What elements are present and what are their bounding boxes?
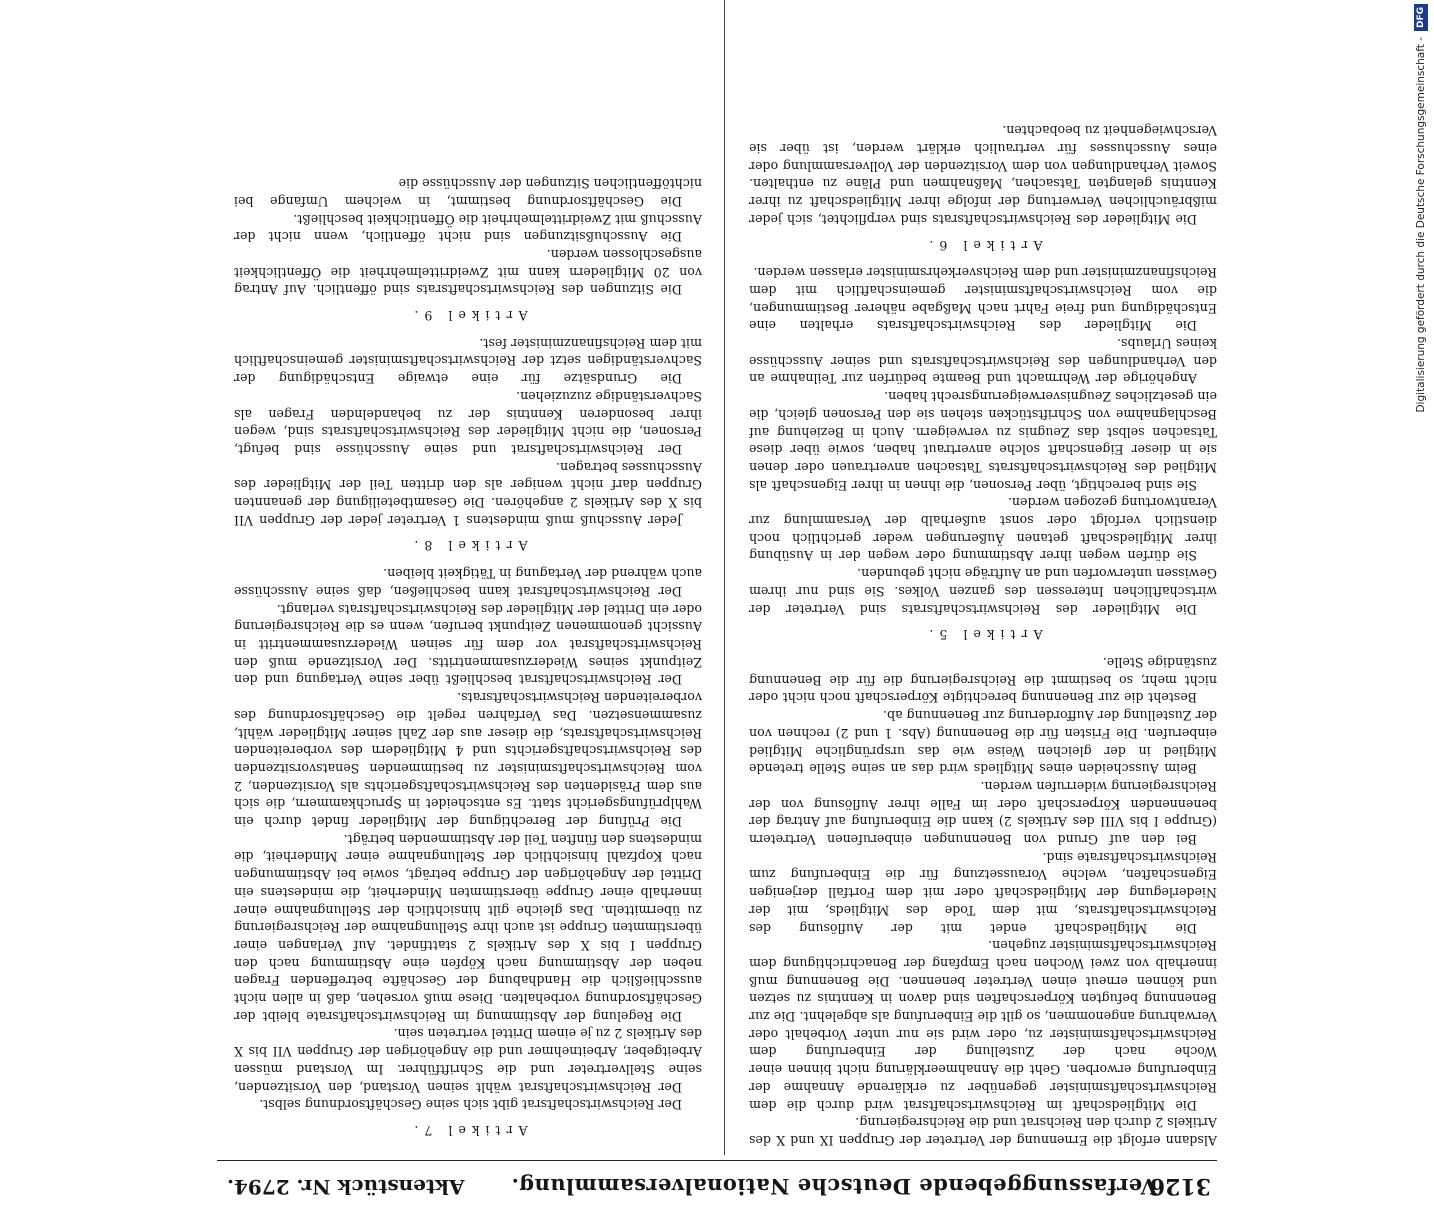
document-reference: Aktenstück Nr. 2794.: [227, 1175, 465, 1199]
paragraph: Die Grundsätze für eine etwaige Entschädigung der Sachverständigen setzt der Reichswirtschaftsminister gemeinschaftlich mit dem Reichsfinanzminister fest.: [234, 335, 702, 387]
paragraph: Angehörige der Wehrmacht und Beamte bedürfen zur Teilnahme an den Verhandlungen des Reichswirtschaftsrats und seiner Ausschüsse keines Urlaubs.: [749, 336, 1217, 387]
paragraph: Der Reichswirtschaftsrat wählt seinen Vorstand, den Vorsitzenden, seine Stellvertreter und die Schriftführer. Im Vorstand müssen Arbeitgeber, Arbeitnehmer und die Angehörigen der Gruppen VII bis X des Artikels 2 zu je einem Drittel vertreten sein.: [234, 1026, 702, 1095]
paragraph: Alsdann erfolgt die Ernennung der Vertreter der Gruppen IX und X des Artikels 2 durch den Reichsrat und die Reichsregierung.: [749, 1115, 1217, 1148]
paragraph: Die Geschäftsordnung bestimmt, in welchem Umfange bei nichtöffentlichen Sitzungen der Ausschüsse die: [234, 176, 702, 209]
paragraph: Beim Ausscheiden eines Mitglieds wird das an seine Stelle tretende Mitglied in der gleichen Weise wie das ursprüngliche Mitglied einberufen. Die Fristen für die Benennung (Abs. 1 und 2) rechnen von der Zustellung der Aufforderung zur Benennung ab.: [749, 708, 1217, 777]
paragraph: Der Reichswirtschaftsrat und seine Ausschüsse sind befugt, Personen, die nicht Mitglieder des Reichswirtschaftsrats sind, wegen ihrer besonderen Kenntnis der zu behandelnden Fragen als Sachverständige zuzuziehen.: [234, 388, 702, 457]
right-column: [234, 0, 702, 1149]
page-number: 3126: [1149, 1173, 1211, 1199]
left-column: [749, 0, 1217, 1149]
dfg-logo: DFG: [1414, 4, 1428, 31]
article-heading: Artikel 8.: [408, 538, 528, 554]
paragraph: Sie sind berechtigt, über Personen, die ihnen in ihrer Eigenschaft als Mitglied des Reichswirtschaftsrats Tatsachen anvertrauen oder denen sie in dieser Eigenschaft solche anvertraut haben, sowie über diese Tatsachen selbst das Zeugnis zu verweigern. Auch in Beziehung auf Beschlagnahme von Schriftstücken stehen sie den Personen gleich, die ein gesetzliches Zeugnisverweigerungsrecht haben.: [749, 389, 1217, 493]
paragraph: Die Regelung der Abstimmung im Reichswirtschaftsrate bleibt der Geschäftsordnung vorbehalten. Diese muß vorsehen, daß in allen nicht ausschließlich die Handhabung der Geschäfte betreffenden Fragen neben der Abstimmung nach Köpfen eine Abstimmung nach den Gruppen I bis X des Artikels 2 stattfindet. Auf Verlangen einer überstimmten Gruppe ist auch ihre Stellungnahme der Reichsregierung zu übermitteln. Das gleiche gilt hinsichtlich der Stellungnahme einer innerhalb einer Gruppe überstimmten Minderheit, die mindestens ein Drittel der Angehörigen der Gruppe beträgt, sowie bei Abstimmungen nach Kopfzahl hinsichtlich der Stellungnahme einer Minderheit, die mindestens den fünften Teil der Abstimmenden beträgt.: [234, 831, 702, 1024]
paragraph: Der Reichswirtschaftsrat gibt sich seine Geschäftsordnung selbst.: [259, 1097, 682, 1113]
paragraph: Die Ausschußsitzungen sind nicht öffentlich, wenn nicht der Ausschuß mit Zweidrittelmehrheit die Öffentlichkeit beschließt.: [234, 211, 702, 245]
paragraph: Der Reichswirtschaftsrat kann beschließen, daß seine Ausschüsse auch während der Vertagung in Tätigkeit bleiben.: [234, 566, 702, 599]
paragraph: Die Mitglieder des Reichswirtschaftsrats sind Vertreter der wirtschaftlichen Interessen des ganzen Volkes. Sie sind nur ihrem Gewissen unterworfen und an Aufträge nicht gebunden.: [749, 566, 1217, 617]
paragraph: Besteht die zur Benennung berechtigte Körperschaft noch nicht oder nicht mehr, so bestimmt die Reichsregierung die für die Benennung zuständige Stelle.: [749, 655, 1217, 706]
caption-text: Digitalisierung gefördert durch die Deutsche Forschungsgemeinschaft -: [1415, 37, 1427, 413]
digitization-caption: [1410, 4, 1432, 994]
paragraph: Die Sitzungen des Reichswirtschaftsrats sind öffentlich. Auf Antrag von 20 Mitgliedern kann mit Zweidrittelmehrheit die Öffentlichkeit ausgeschlossen werden.: [234, 246, 702, 298]
paragraph: Jeder Ausschuß muß mindestens 1 Vertreter jeder der Gruppen VII bis X des Artikels 2 angehören. Die Gesamtbeteiligung der genannten Gruppen darf nicht weniger als den dritten Teil der Mitglieder des Ausschusses betragen.: [234, 459, 702, 528]
header-rule: [217, 1160, 1217, 1161]
article-heading: Artikel 6.: [923, 237, 1043, 253]
paragraph: Die Mitgliedschaft im Reichswirtschaftsrat wird durch die dem Reichswirtschaftsminister gegenüber zu erklärende Annahme der Einberufung erworben. Geht die Annahmeerklärung nicht binnen einer Woche nach der Zustellung der Einberufung dem Reichswirtschaftsminister zu, oder wird sie nur unter Vorbehalt oder Verwahrung angenommen, so gilt die Einberufung als abgelehnt. Die zur Benennung befugten Körperschaften sind davon in Kenntnis zu setzen und können erneut einen Vertreter benennen. Die Benennung muß innerhalb von zwei Wochen nach Empfang der Benachrichtigung dem Reichswirtschaftsminister zugehen.: [749, 938, 1217, 1113]
document-page: [217, 0, 1217, 1217]
paragraph: Die Prüfung der Berechtigung der Mitglieder findet durch ein Wahlprüfungsgericht statt. Es entscheidet in Spruchkammern, die sich aus dem Präsidenten des Reichswirtschaftsgerichts als Vorsitzenden, 2 vom Reichswirtschaftsminister zu bestimmenden Senatsvorsitzenden des Reichswirtschaftsgerichts und 4 Mitgliedern des vorbereitenden Reichswirtschaftsrats, die dieser aus der Zahl seiner Mitglieder wählt, zusammensetzen. Das Verfahren regelt die Geschäftsordnung des vorbereitenden Reichswirtschaftsrats.: [234, 690, 702, 830]
paragraph: Der Reichswirtschaftsrat beschließt über seine Vertagung und den Zeitpunkt seines Wiederzusammentritts. Der Vorsitzende muß den Reichswirtschaftsrat vor dem für seinen Wiederzusammentritt in Aussicht genommenen Zeitpunkt berufen, wenn es die Reichsregierung oder ein Drittel der Mitglieder des Reichswirtschaftsrats verlangt.: [234, 601, 702, 688]
paragraph: Die Mitglieder des Reichswirtschaftsrats sind verpflichtet, sich jeder mißbräuchlichen Verwertung der infolge ihrer Mitgliedschaft zu ihrer Kenntnis gelangten Tatsachen, Maßnahmen und Pläne zu enthalten. Soweit Verhandlungen von dem Vorsitzenden der Vollversammlung oder eines Ausschusses für vertraulich erklärt werden, ist über sie Verschwiegenheit zu beobachten.: [749, 123, 1217, 227]
paragraph: Sie dürfen wegen ihrer Abstimmung oder wegen der in Ausübung ihrer Mitgliedschaft getanen Äußerungen weder gerichtlich noch dienstlich verfolgt oder sonst außerhalb der Versammlung zur Verantwortung gezogen werden.: [749, 495, 1217, 564]
paragraph: Die Mitglieder des Reichswirtschaftsrats erhalten eine Entschädigung und freie Fahrt nach Maßgabe näherer Bestimmungen, die vom Reichswirtschaftsminister gemeinschaftlich mit dem Reichsfinanzminister und dem Reichsverkehrsminister erlassen werden.: [749, 265, 1217, 334]
paragraph: Die Mitgliedschaft endet mit der Auflösung des Reichswirtschaftsrats, mit dem Tode des Mitglieds, mit der Niederlegung der Mitgliedschaft oder mit dem Fortfall derjenigen Eigenschaften, welche Voraussetzung für die Einberufung zum Reichswirtschaftsrate sind.: [749, 849, 1217, 936]
column-divider: [724, 0, 725, 1155]
article-heading: Artikel 5.: [923, 627, 1043, 643]
paragraph: Bei den auf Grund von Benennungen einberufenen Vertretern (Gruppe I bis VIII des Artikels 2) kann die Einberufung auf Antrag der benennenden Körperschaft oder im Falle ihrer Auflösung von der Reichsregierung widerrufen werden.: [749, 778, 1217, 848]
page-header: [217, 1161, 1217, 1207]
article-heading: Artikel 7.: [408, 1123, 528, 1138]
article-heading: Artikel 9.: [408, 308, 528, 324]
document-title: Verfassunggebende Deutsche Nationalversammlung.: [511, 1174, 1157, 1199]
